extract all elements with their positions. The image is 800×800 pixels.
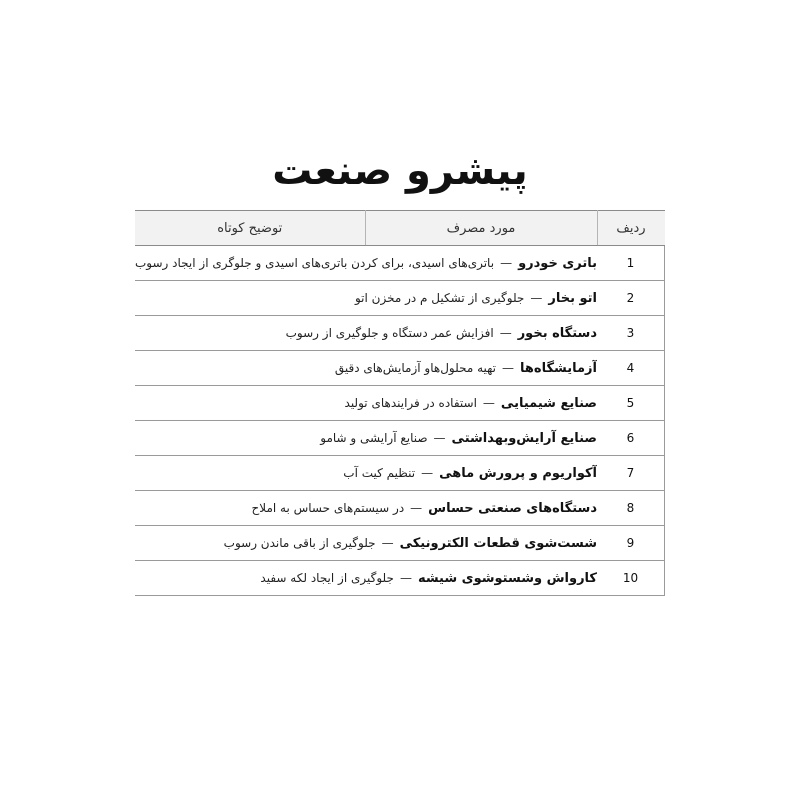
usage-name: دستگاه بخور bbox=[517, 325, 597, 341]
row-number: 10 bbox=[597, 561, 665, 596]
header-usage: مورد مصرف bbox=[365, 211, 597, 246]
row-number: 3 bbox=[597, 316, 665, 351]
row-content bbox=[135, 316, 597, 351]
usage-name: صنایع شیمیایی bbox=[500, 395, 597, 411]
dash-separator: — bbox=[399, 570, 412, 585]
usage-name: آزمایشگاه‌ها bbox=[520, 360, 597, 376]
table-row bbox=[135, 421, 665, 456]
row-content bbox=[135, 246, 597, 281]
row-content bbox=[135, 281, 597, 316]
row-number: 7 bbox=[597, 456, 665, 491]
dash-separator: — bbox=[502, 360, 514, 375]
header-row-number: ردیف bbox=[597, 211, 665, 246]
row-content bbox=[135, 351, 597, 386]
usage-description: تنظیم کیت آب bbox=[343, 465, 416, 480]
table-row bbox=[135, 246, 665, 281]
table-row bbox=[135, 351, 665, 386]
row-number: 8 bbox=[597, 491, 665, 526]
dash-separator: — bbox=[410, 500, 423, 515]
row-content bbox=[135, 421, 597, 456]
header-description: توضیح کوتاه bbox=[135, 211, 365, 246]
usage-description: جلوگیری از ایجاد لکه سفید bbox=[260, 570, 394, 585]
row-content bbox=[135, 526, 597, 561]
usage-description: جلوگیری از باقی ماندن رسوب bbox=[223, 535, 376, 550]
row-number: 2 bbox=[597, 281, 665, 316]
row-content bbox=[135, 491, 597, 526]
usage-name: اتو بخار bbox=[548, 290, 597, 306]
usage-table bbox=[135, 210, 665, 596]
usage-description: صنایع آرایشی و شامو bbox=[320, 430, 428, 445]
usage-name: باتری خودرو bbox=[518, 255, 597, 271]
row-number: 9 bbox=[597, 526, 665, 561]
row-number: 5 bbox=[597, 386, 665, 421]
usage-name: آکواریوم و پرورش ماهی bbox=[439, 465, 597, 481]
dash-separator: — bbox=[421, 465, 434, 480]
usage-description: استفاده در فرایندهای تولید bbox=[344, 395, 477, 410]
usage-description: افزایش عمر دستگاه و جلوگیری از رسوب bbox=[285, 325, 494, 340]
table-row bbox=[135, 386, 665, 421]
dash-separator: — bbox=[530, 290, 543, 305]
table-row bbox=[135, 281, 665, 316]
usage-description: در سیستم‌های حساس به املاح bbox=[251, 500, 405, 515]
usage-name: کارواش وشستوشوی شیشه bbox=[417, 570, 597, 586]
table-row bbox=[135, 456, 665, 491]
row-content bbox=[135, 561, 597, 596]
dash-separator: — bbox=[433, 430, 446, 445]
usage-name: شست‌شوی قطعات الکترونیکی bbox=[399, 535, 597, 551]
usage-name: صنایع آرایش‌وبهداشتی bbox=[451, 430, 597, 446]
usage-description: جلوگیری از تشکیل م در مخزن اتو bbox=[354, 290, 525, 305]
table-row bbox=[135, 316, 665, 351]
usage-name: دستگاه‌های صنعتی حساس bbox=[428, 500, 597, 516]
dash-separator: — bbox=[381, 535, 394, 550]
page-title: پیشرو صنعت bbox=[272, 148, 528, 194]
table-row bbox=[135, 491, 665, 526]
table-row bbox=[135, 561, 665, 596]
row-number: 6 bbox=[597, 421, 665, 456]
table-row bbox=[135, 526, 665, 561]
dash-separator: — bbox=[482, 395, 495, 410]
table-body bbox=[135, 246, 665, 596]
table-header-row bbox=[135, 211, 665, 246]
dash-separator: — bbox=[500, 255, 513, 270]
usage-description: تهیه محلول‌هاو آزمایش‌های دقیق bbox=[334, 360, 496, 375]
row-content bbox=[135, 386, 597, 421]
row-number: 1 bbox=[597, 246, 665, 281]
usage-description: باتری‌های اسیدی، برای کردن باتری‌های اسیدی و جلوگری از ایجاد رسوب bbox=[135, 255, 495, 270]
row-content bbox=[135, 456, 597, 491]
dash-separator: — bbox=[499, 325, 512, 340]
row-number: 4 bbox=[597, 351, 665, 386]
